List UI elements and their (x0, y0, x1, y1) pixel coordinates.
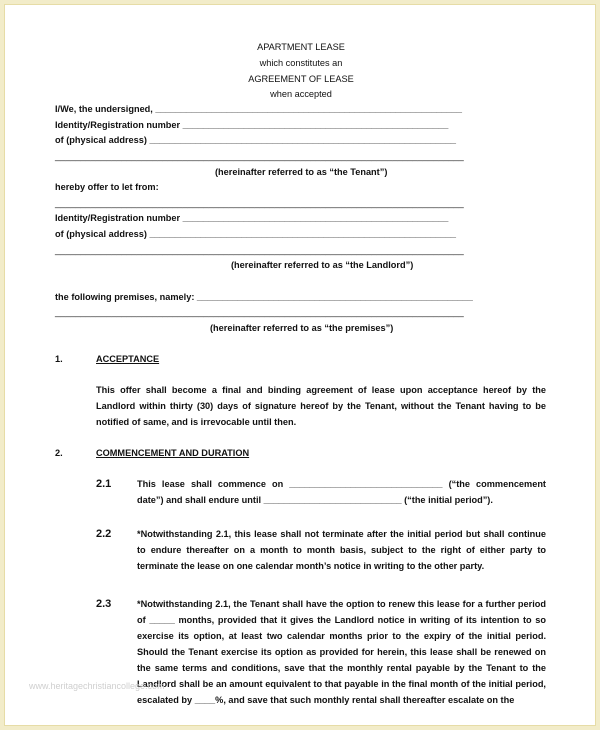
landlord-identity-line: Identity/Registration number ____________________________________________________ (55, 213, 449, 223)
doc-subtitle-2: AGREEMENT OF LEASE (248, 74, 354, 84)
tenant-undersigned-line: I/We, the undersigned, ____________________________________________________________ (55, 104, 462, 114)
clause-2-3-text: *Notwithstanding 2.1, the Tenant shall have the option to renew this lease for a further period of _____ months, provided that it gives the Landlord notice in writing of its intention to so exercise its option, at least two calendar months prior to the expiry of the initial period. Should the Tenant exercise its option as provided for herein, this lease shall be renewed on the same terms and conditions, save that the monthly rental payable by the Tenant to the Landlord shall be an amount equivalent to that payable in the final month of the initial period, escalated by ____%, and save that such monthly rental shall thereafter escalate on the (137, 599, 546, 705)
section-2-number: 2. (55, 448, 63, 458)
premises-line: the following premises, namely: ______________________________________________________ (55, 292, 473, 302)
premises-blank-line: ________________________________________________________________________________ (55, 307, 464, 317)
clause-2-3-number: 2.3 (96, 598, 112, 610)
doc-subtitle-3: when accepted (270, 89, 332, 99)
premises-referred: (hereinafter referred to as “the premises”) (210, 323, 394, 333)
clause-2-1-text: This lease shall commence on ______________________________ (“the commencement date”) and shall endure until ___________________________ (“the initial period”). (137, 479, 546, 505)
tenant-address-line: of (physical address) ____________________________________________________________ (55, 135, 457, 145)
section-2-title: COMMENCEMENT AND DURATION (96, 448, 250, 458)
section-1-title: ACCEPTANCE (96, 354, 160, 364)
clause-2-1-number: 2.1 (96, 478, 112, 490)
document-page (4, 4, 596, 726)
section-1-number: 1. (55, 354, 63, 364)
offer-blank-line-1: ________________________________________________________________________________ (55, 198, 464, 208)
clause-2-2-text: *Notwithstanding 2.1, this lease shall not terminate after the initial period but shall continue to endure thereafter on a month to month basis, subject to the right of either party to terminate the lease on one calendar month’s notice in writing to the other party. (137, 529, 546, 571)
doc-title: APARTMENT LEASE (257, 42, 345, 52)
offer-line: hereby offer to let from: (55, 182, 159, 192)
watermark-text: www.heritagechristiancollege.com (29, 681, 165, 691)
doc-subtitle-1: which constitutes an (259, 58, 343, 68)
landlord-referred: (hereinafter referred to as “the Landlord”) (231, 260, 414, 270)
offer-blank-line-2: ________________________________________________________________________________ (55, 245, 464, 255)
landlord-address-line: of (physical address) ____________________________________________________________ (55, 229, 457, 239)
section-1-text: This offer shall become a final and binding agreement of lease upon acceptance hereof by the Landlord within thirty (30) days of signature hereof by the Tenant, without the Tenant having to be notified of same, and is irrevocable until then. (96, 385, 546, 427)
tenant-blank-line: ________________________________________________________________________________ (55, 151, 464, 161)
tenant-identity-line: Identity/Registration number ____________________________________________________ (55, 120, 449, 130)
tenant-referred: (hereinafter referred to as “the Tenant”) (215, 167, 388, 177)
clause-2-2-number: 2.2 (96, 528, 112, 540)
